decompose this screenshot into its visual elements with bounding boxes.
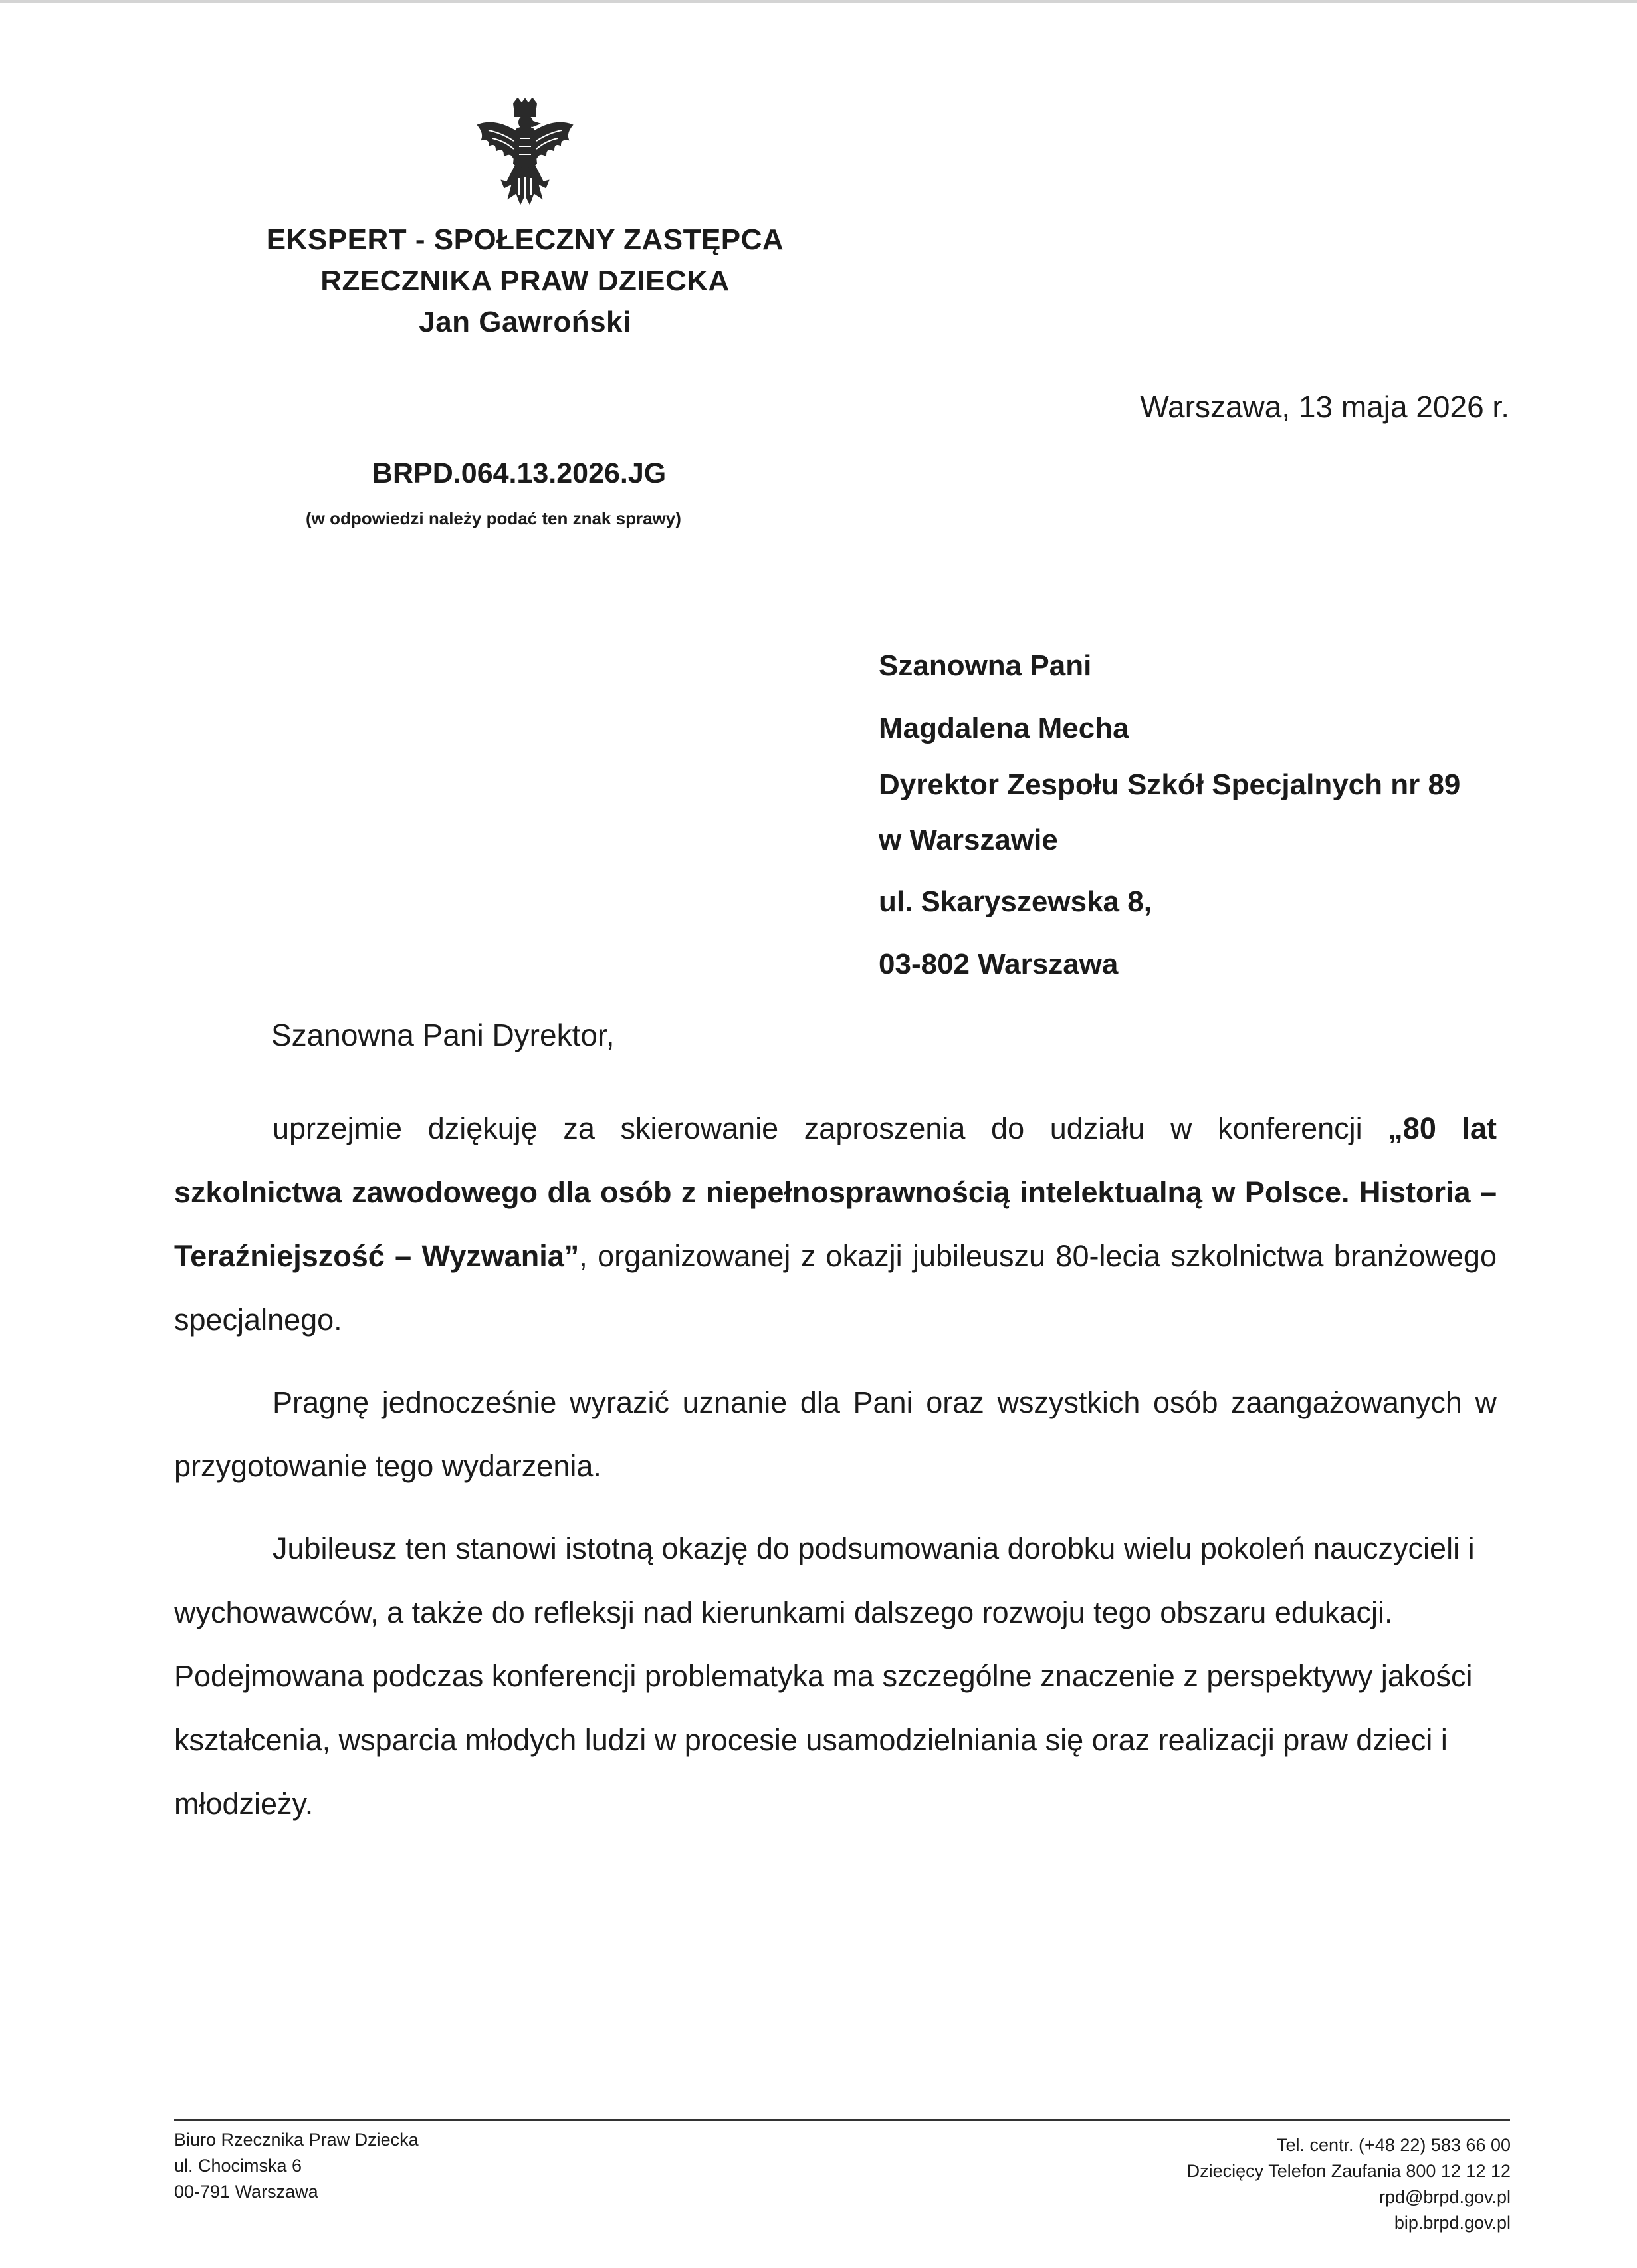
recipient-position-line-1: Dyrektor Zespołu Szkół Specjalnych nr 89 [879,768,1461,801]
footer-email: rpd@brpd.gov.pl [1378,2187,1511,2207]
recipient-greeting: Szanowna Pani [879,649,1092,682]
sender-name: Jan Gawroński [419,306,631,338]
salutation: Szanowna Pani Dyrektor, [271,1018,615,1052]
body-paragraph-1-start: uprzejmie dziękuję za skierowanie zaproszenia do udziału w konferencji [273,1111,1388,1145]
footer-divider [174,2119,1510,2121]
footer-contact [1187,2132,1511,2236]
conference-title: „80 lat szkolnictwa zawodowego dla osób z niepełnosprawnością intelektualną w Polsce. Historia – Teraźniejszość – Wyzwania” [174,1111,1497,1273]
recipient-street: ul. Skaryszewska 8, [879,885,1152,918]
recipient-block [879,635,1460,996]
case-number: BRPD.064.13.2026.JG [372,457,667,489]
footer-helpline: Dziecięcy Telefon Zaufania 800 12 12 12 [1186,2161,1511,2181]
body-paragraph-2: Pragnę jednocześnie wyrazić uznanie dla Pani oraz wszystkich osób zaangażowanych w przygotowanie tego wydarzenia. [174,1385,1497,1483]
footer-address [174,2127,419,2205]
footer-street: ul. Chocimska 6 [174,2156,302,2176]
recipient-city: 03-802 Warszawa [879,948,1119,980]
case-number-note: (w odpowiedzi należy podać ten znak sprawy) [306,509,681,528]
eagle-emblem-icon [475,98,575,209]
footer-city: 00-791 Warszawa [174,2182,318,2202]
sender-header [219,219,831,343]
sender-title-line-2: RZECZNIKA PRAW DZIECKA [320,265,730,297]
body-paragraph-3: Jubileusz ten stanowi istotną okazję do podsumowania dorobku wielu pokoleń nauczycieli i wychowawców, a także do refleksji nad kierunkami dalszego rozwoju tego obszaru edukacji. Podejmowana podczas konferencji problematyka ma szczególne znaczenie z perspektywy jakości kształcenia, wsparcia młodych ludzi w procesie usamodzielniania się oraz realizacji praw dzieci i młodzieży. [174,1531,1475,1821]
recipient-name: Magdalena Mecha [879,712,1129,744]
footer-phone: Tel. centr. (+48 22) 583 66 00 [1277,2135,1511,2155]
footer-website: bip.brpd.gov.pl [1394,2213,1511,2233]
body-paragraph-1 [174,1097,1497,1352]
page-edge [0,0,1637,3]
place-and-date: Warszawa, 13 maja 2026 r. [1140,390,1509,424]
body-paragraph-1-end: , organizowanej z okazji jubileuszu 80-lecia szkolnictwa branżowego specjalnego. [174,1239,1497,1337]
letter-body [174,1097,1497,1855]
recipient-position-line-2: w Warszawie [879,824,1058,856]
sender-title-line-1: EKSPERT - SPOŁECZNY ZASTĘPCA [266,223,784,256]
footer-office-name: Biuro Rzecznika Praw Dziecka [174,2130,419,2150]
